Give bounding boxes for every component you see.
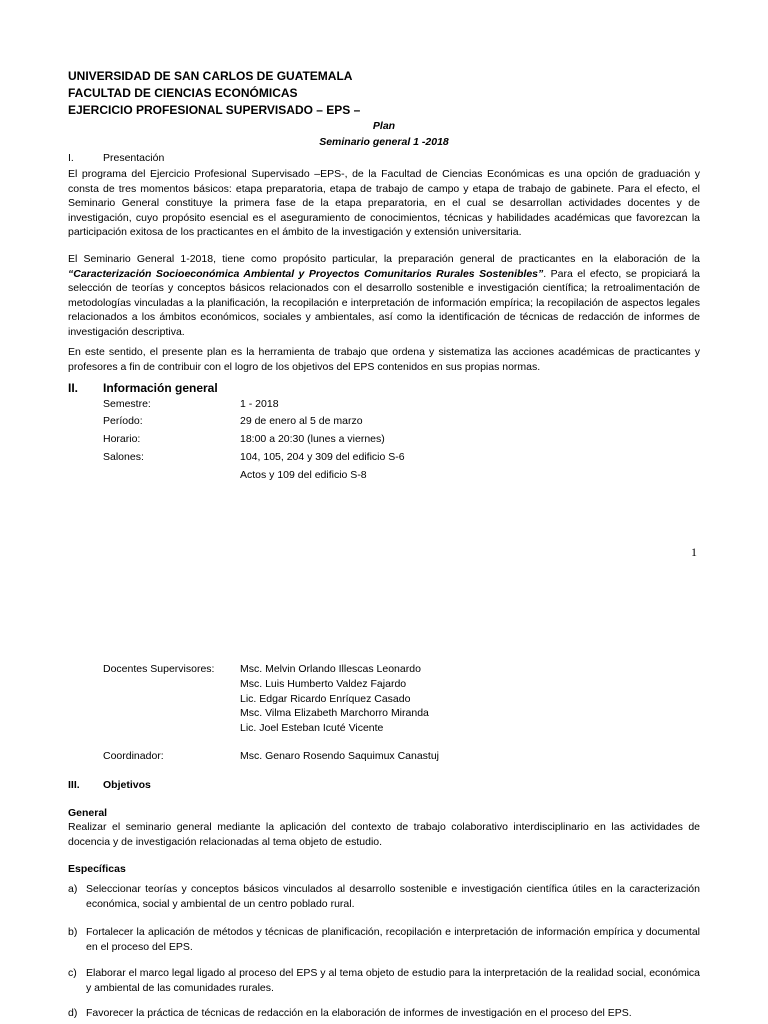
coordinator-name: Msc. Genaro Rosendo Saquimux Canastuj bbox=[240, 750, 440, 762]
document-subtitle: Seminario general 1 -2018 bbox=[319, 136, 449, 148]
supervisors-label: Docentes Supervisores: bbox=[103, 663, 215, 675]
list-item-text: Seleccionar teorías y conceptos básicos vinculados al desarrollo sostenible e investigación científica útiles en la caracterización económica, social y ambiental de un centro poblado rural. bbox=[86, 883, 700, 910]
supervisor-name: Lic. Joel Esteban Icuté Vicente bbox=[240, 722, 384, 734]
presentation-paragraph-1: El programa del Ejercicio Profesional Supervisado –EPS-, de la Facultad de Ciencias Económicas es una opción de graduación y consta de tres momentos básicos: etapa preparatoria, etapa de trabajo de campo y etapa de trabajo de gabinete. Para el efecto, el Seminario General constituye la primera fase de la etapa preparatoria, en el cual se desarrollan actividades docentes y de investigación, cuyo propósito esencial es el aseguramiento de conocimientos, técnicas y habilidades académicas que favorezcan la participación exitosa de los practicantes en el ámbito de la investigación y extensión universitaria. bbox=[68, 168, 700, 238]
section-3-numeral: III. bbox=[68, 779, 80, 791]
info-value: 1 - 2018 bbox=[240, 398, 279, 410]
info-label: Período: bbox=[103, 415, 143, 427]
section-1-numeral: I. bbox=[68, 152, 74, 164]
section-2-numeral: II. bbox=[68, 381, 79, 395]
info-label: Salones: bbox=[103, 451, 144, 463]
specific-objective-item bbox=[68, 882, 700, 911]
info-rooms-extra: Actos y 109 del edificio S-8 bbox=[240, 469, 367, 481]
coordinator-label: Coordinador: bbox=[103, 750, 164, 762]
specific-objectives-heading: Específicas bbox=[68, 863, 126, 875]
para2-text-start: El Seminario General 1-2018, tiene como propósito particular, la preparación general de practicantes en la elaboración de la bbox=[68, 253, 700, 265]
info-label: Horario: bbox=[103, 433, 141, 445]
section-1-heading: Presentación bbox=[103, 152, 165, 164]
specific-objective-item bbox=[68, 966, 700, 995]
info-value: 104, 105, 204 y 309 del edificio S-6 bbox=[240, 451, 405, 463]
list-marker: a) bbox=[68, 883, 78, 895]
page-number: 1 bbox=[691, 545, 697, 559]
general-objective-heading: General bbox=[68, 807, 108, 819]
info-value: 18:00 a 20:30 (lunes a viernes) bbox=[240, 433, 385, 445]
supervisor-name: Msc. Melvin Orlando Illescas Leonardo bbox=[240, 663, 421, 675]
section-2-heading: Información general bbox=[103, 381, 218, 395]
faculty-name: FACULTAD DE CIENCIAS ECONÓMICAS bbox=[68, 86, 298, 100]
section-3-heading: Objetivos bbox=[103, 779, 151, 791]
document-title: Plan bbox=[372, 120, 396, 132]
study-topic-emphasis: “Caracterización Socioeconómica Ambiental y Proyectos Comunitarios Rurales Sostenibles” bbox=[68, 267, 544, 280]
info-label: Semestre: bbox=[103, 398, 151, 410]
list-marker: b) bbox=[68, 926, 78, 938]
supervisor-name: Msc. Luis Humberto Valdez Fajardo bbox=[240, 678, 407, 690]
para2-text-end: . Para el efecto, se propiciará la selección de teorías y conceptos básicos relacionados con el desarrollo sostenible e investigación científica; la retroalimentación de metodologías vinculadas a la planificación, la recopilación e interpretación de información empírica; la recopilación de aspectos legales relacionados a los ámbitos económicos, sociales y ambientales, así como la identificación de técnicas de redacción de informes de investigación descriptiva. bbox=[68, 267, 700, 338]
list-marker: c) bbox=[68, 967, 77, 979]
list-item-text: Elaborar el marco legal ligado al proceso del EPS y al tema objeto de estudio para la interpretación de la realidad social, económica y ambiental de las comunidades rurales. bbox=[86, 967, 700, 994]
specific-objective-item bbox=[68, 1006, 700, 1021]
supervisor-name: Lic. Edgar Ricardo Enríquez Casado bbox=[240, 693, 411, 705]
university-name: UNIVERSIDAD DE SAN CARLOS DE GUATEMALA bbox=[68, 69, 353, 83]
list-marker: d) bbox=[68, 1007, 78, 1019]
supervisor-name: Msc. Vilma Elizabeth Marchorro Miranda bbox=[240, 707, 429, 719]
presentation-paragraph-2 bbox=[68, 252, 700, 339]
info-value: 29 de enero al 5 de marzo bbox=[240, 415, 363, 427]
presentation-paragraph-3: En este sentido, el presente plan es la herramienta de trabajo que ordena y sistematiza las acciones académicas de practicantes y profesores a fin de contribuir con el logro de los objetivos del EPS contenidos en sus propias normas. bbox=[68, 346, 700, 373]
list-item-text: Favorecer la práctica de técnicas de redacción en la elaboración de informes de investigación en el proceso del EPS. bbox=[86, 1007, 632, 1019]
program-name: EJERCICIO PROFESIONAL SUPERVISADO – EPS – bbox=[68, 103, 361, 117]
specific-objective-item bbox=[68, 925, 700, 954]
list-item-text: Fortalecer la aplicación de métodos y técnicas de planificación, recopilación e interpretación de información empírica y documental en el proceso del EPS. bbox=[86, 926, 700, 953]
general-objective-text: Realizar el seminario general mediante la aplicación del contexto de trabajo colaborativo interdisciplinario en las actividades de docencia y de investigación relacionadas al tema objeto de estudio. bbox=[68, 821, 700, 848]
